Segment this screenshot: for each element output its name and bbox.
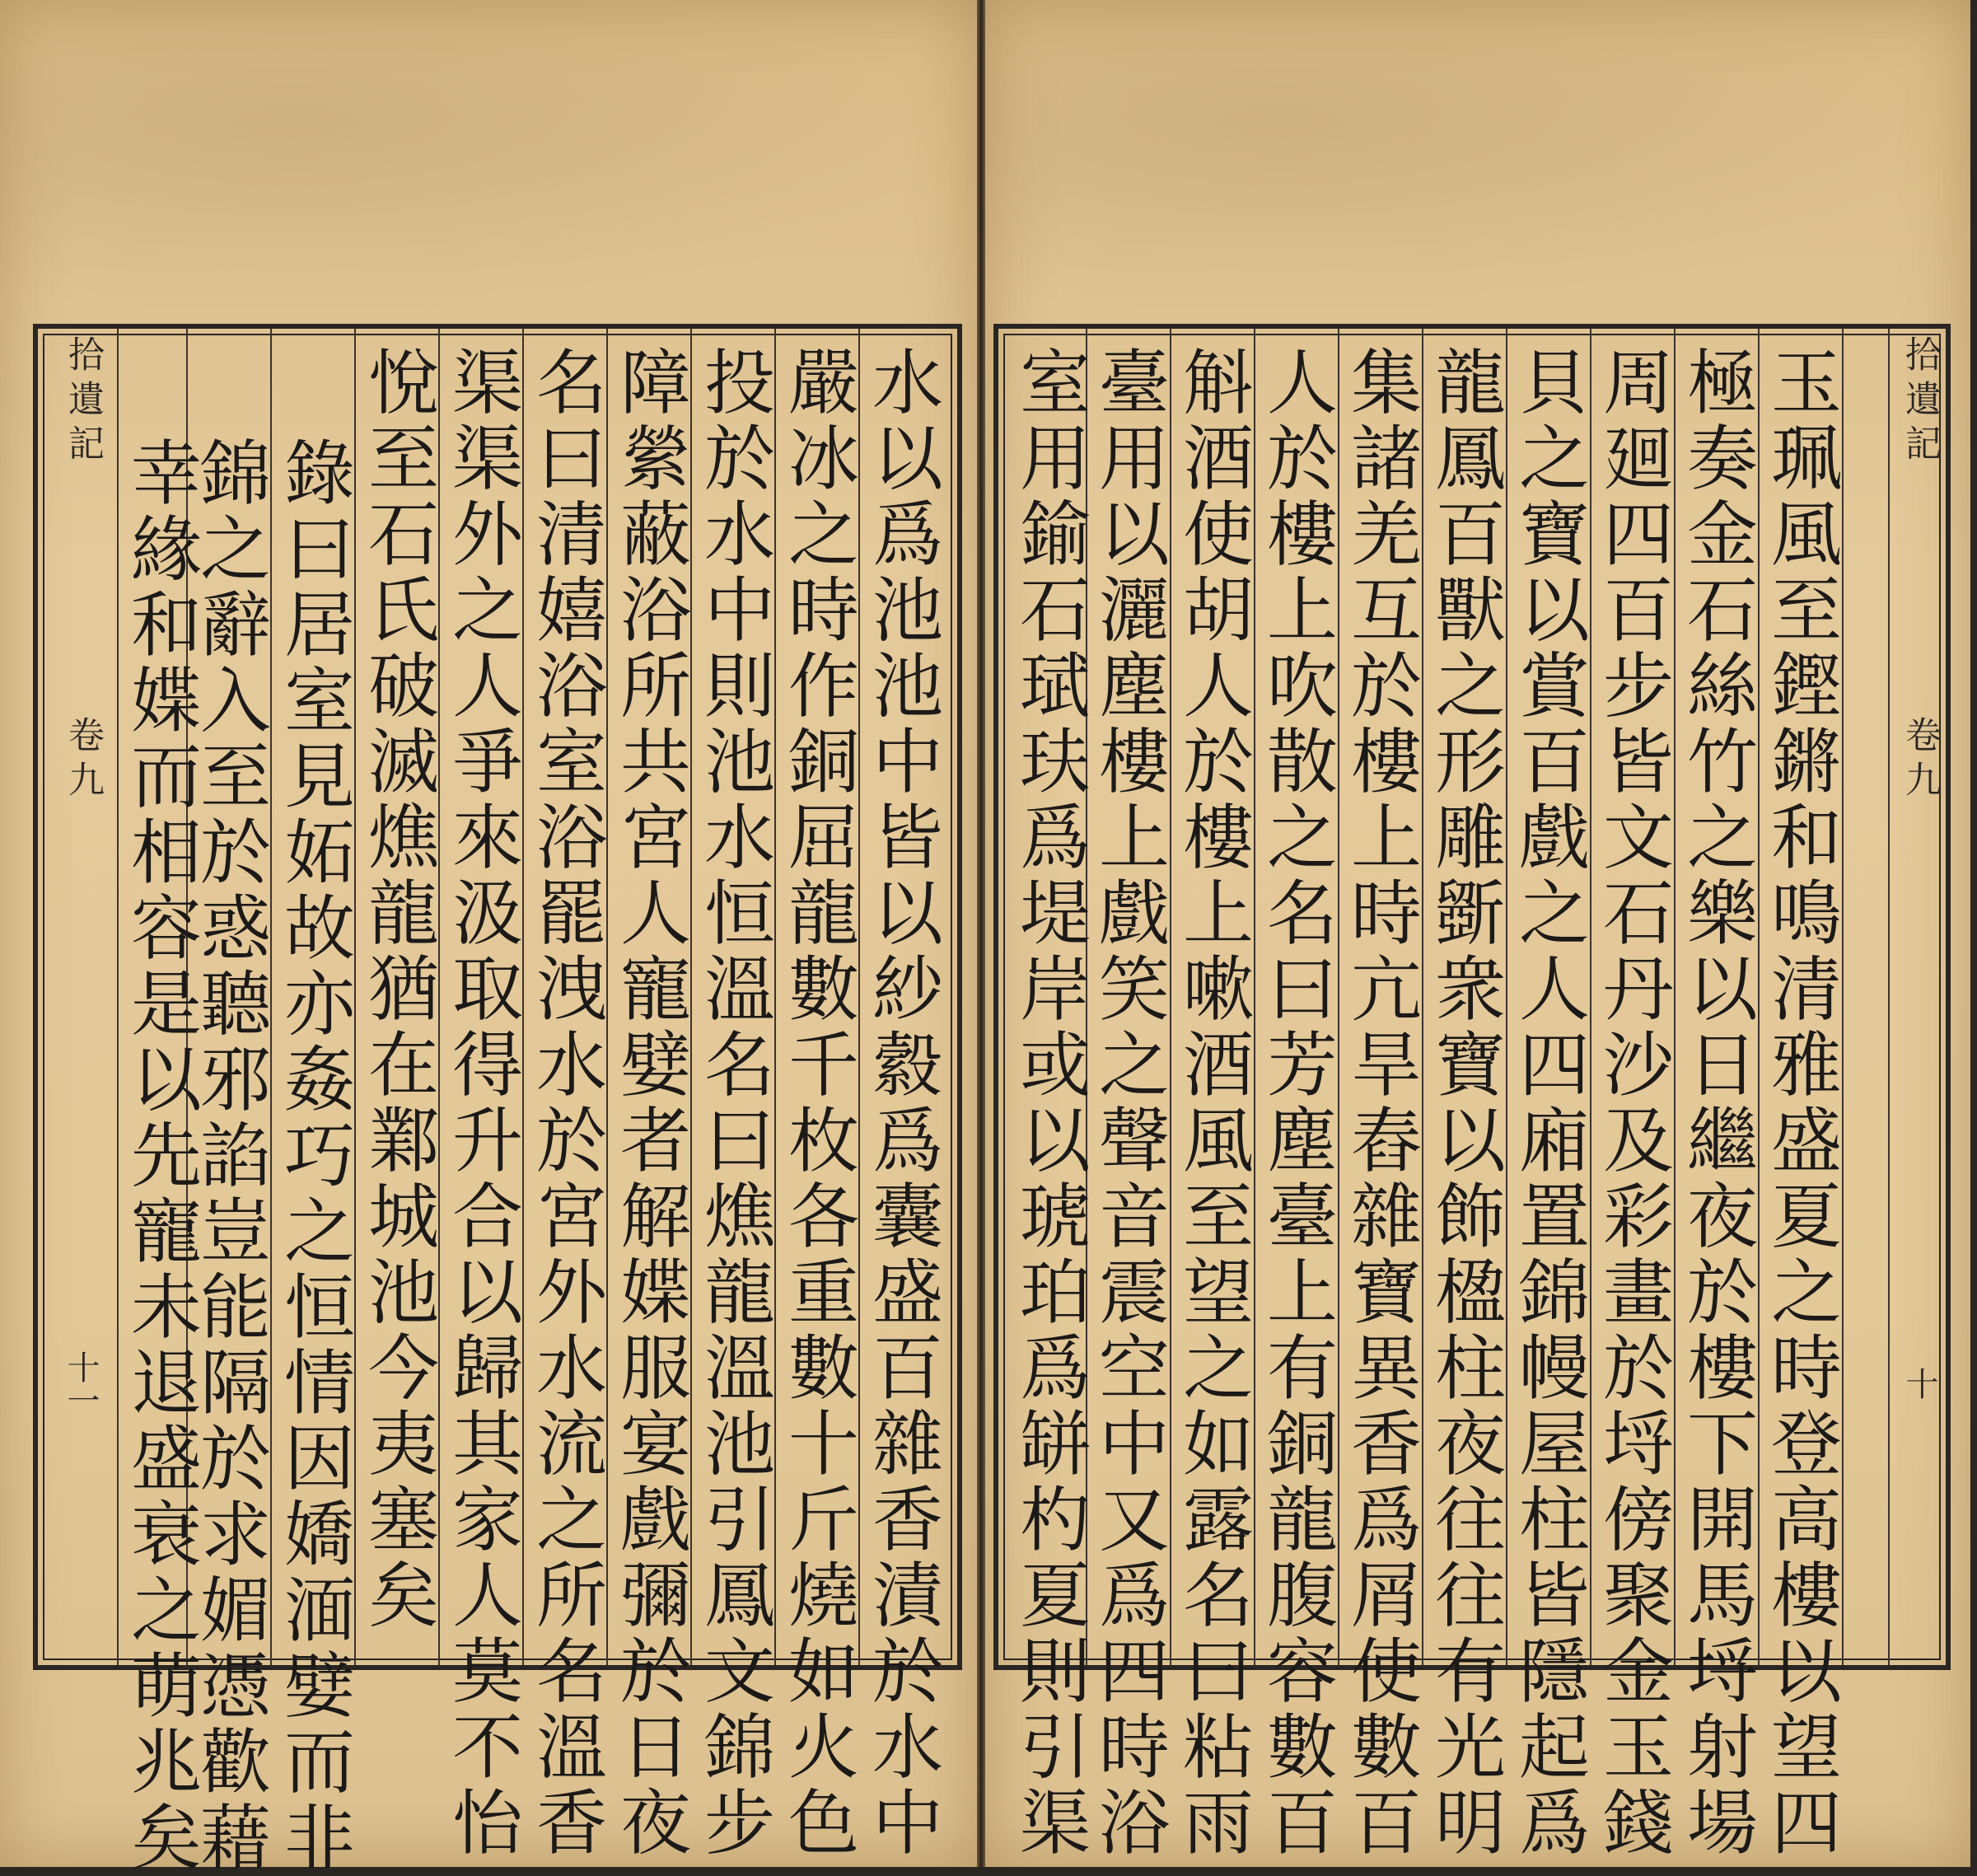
text-column-2: 嚴冰之時作銅屈龍數千枚各重數十斤燒如火色 — [776, 345, 858, 1861]
book-gutter — [977, 0, 985, 1867]
text-column-9: 錦之辭入至於惑聽邪諂豈能隔於求媚憑歡藉 — [188, 436, 270, 1876]
text-column-4: 障縈蔽浴所共宮人寵嬖者解媟服宴戲彌於日夜 — [608, 345, 690, 1861]
margin-title: 拾遺記 — [62, 335, 104, 469]
text-column-1: 玉珮風至鏗鏘和鳴清雅盛夏之時登高樓以望四 — [1759, 345, 1841, 1861]
text-column-8: 斛酒使胡人於樓上嗽酒風至望之如露名曰粘雨 — [1171, 345, 1253, 1861]
text-column-7: 悅至石氏破滅燋龍猶在鄴城池今夷塞矣 — [356, 345, 438, 1634]
column-rule — [1888, 329, 1890, 1665]
text-column-4: 貝之寶以賞百戲之人四廂置錦幔屋柱皆隱起爲 — [1507, 345, 1589, 1861]
right-page — [985, 0, 1970, 1867]
text-column-10: 幸緣和媟而相容是以先寵未退盛衰之萌兆矣 — [119, 436, 201, 1876]
margin-page-number: 十 — [1900, 1367, 1938, 1400]
text-column-10: 室用鍮石珷玞爲堤岸或以琥珀爲缾杓夏則引渠 — [1007, 345, 1090, 1861]
text-column-8: 錄曰居室見妬故亦姦巧之恒情因嬌湎嬖而非 — [272, 436, 354, 1876]
left-page — [0, 0, 977, 1876]
text-column-2: 極奏金石絲竹之樂以日繼夜於樓下開馬埒射場 — [1675, 345, 1757, 1861]
right-text-frame — [993, 324, 1951, 1861]
text-column-3: 投於水中則池水恒溫名曰燋龍溫池引鳳文錦步 — [692, 345, 774, 1861]
left-text-frame — [33, 324, 962, 1876]
margin-title: 拾遺記 — [1899, 335, 1941, 469]
text-column-5: 龍鳳百獸之形雕斵衆寶以飾楹柱夜往往有光明 — [1423, 345, 1505, 1861]
text-column-9: 臺用以灑塵樓上戲笑之聲音震空中又爲四時浴 — [1087, 345, 1169, 1861]
margin-volume: 卷九 — [62, 716, 104, 805]
text-column-6: 渠渠外之人爭來汲取得升合以歸其家人莫不怡 — [440, 345, 522, 1861]
column-rule — [1842, 329, 1844, 1665]
margin-volume: 卷九 — [1899, 716, 1941, 805]
margin-page-number: 十一 — [62, 1350, 100, 1416]
water-stain — [985, 0, 1970, 313]
text-column-1: 水以爲池池中皆以紗縠爲囊盛百雜香漬於水中 — [860, 345, 942, 1861]
water-stain — [0, 0, 977, 313]
text-column-5: 名曰清嬉浴室浴罷洩水於宮外水流之所名溫香 — [524, 345, 606, 1861]
text-column-3: 周廻四百步皆文石丹沙及彩畫於埒傍聚金玉錢 — [1591, 345, 1673, 1861]
text-column-6: 集諸羌互於樓上時亢旱舂雜寶異香爲屑使數百 — [1339, 345, 1421, 1861]
text-column-7: 人於樓上吹散之名曰芳塵臺上有銅龍腹容數百 — [1255, 345, 1337, 1861]
